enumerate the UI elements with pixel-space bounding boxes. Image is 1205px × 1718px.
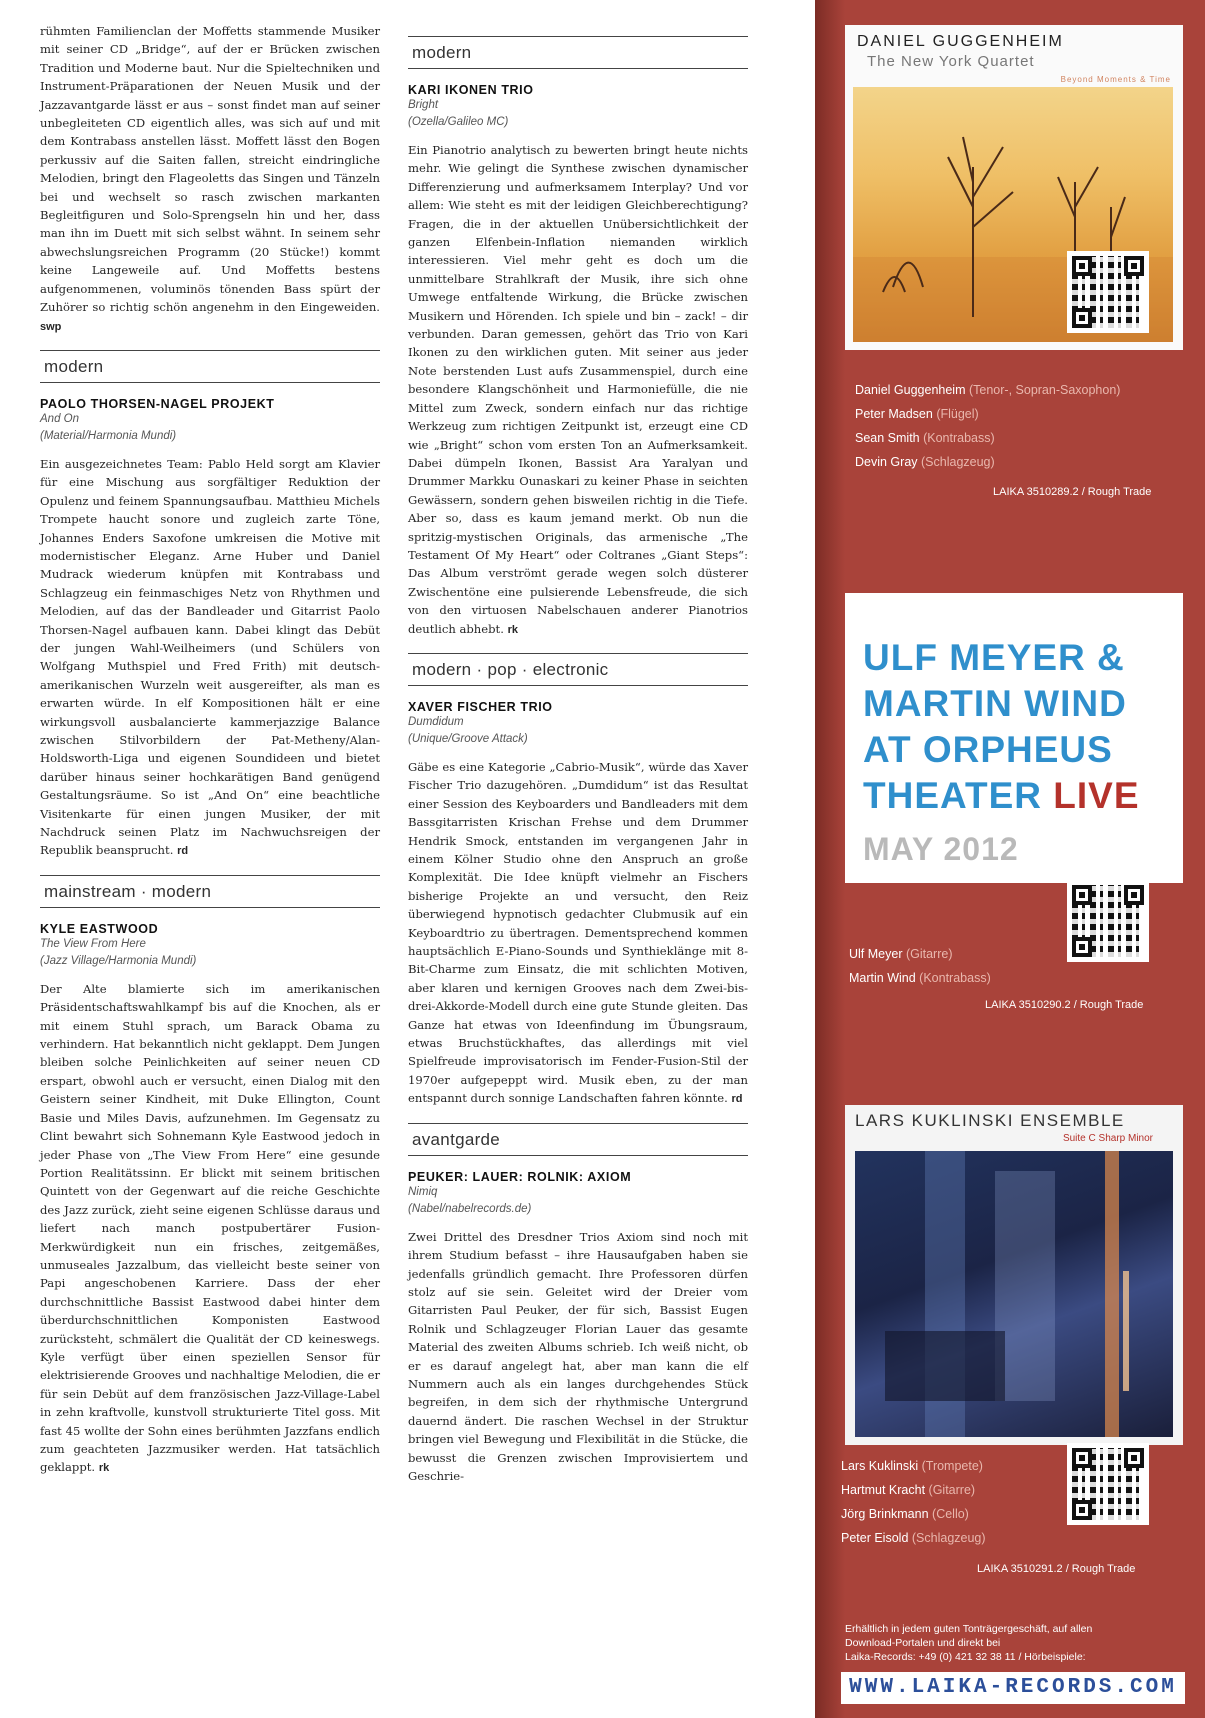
review-signature: rd xyxy=(177,845,189,858)
qr-code-album2[interactable] xyxy=(1067,880,1149,962)
musician-instrument: (Kontrabass) xyxy=(919,971,991,985)
ad-footer-text xyxy=(845,1622,1175,1664)
section-label: modern xyxy=(40,351,380,383)
review-label: (Unique/Groove Attack) xyxy=(408,732,528,745)
musician-instrument: (Tenor-, Sopran-Saxophon) xyxy=(968,383,1121,397)
cover-date: MAY 2012 xyxy=(863,831,1019,867)
cover-line: ULF MEYER & xyxy=(863,637,1125,678)
lineup-album1 xyxy=(855,378,1120,474)
musician-instrument: (Flügel) xyxy=(936,407,979,421)
musician-name: Hartmut Kracht xyxy=(841,1483,926,1497)
musician-instrument: (Trompete) xyxy=(921,1459,983,1473)
review-body: Zwei Drittel des Dresdner Trios Axiom sind noch mit ihrem Studium befasst – ihre Hausaufgaben haben sie jedenfalls gründlich gemacht. Ihre Professoren dürfen stolz auf sie sein. Geleitet wird der Dreier vom Gitarristen Paul Peuker, der für sich, Bassist Eugen Rolnik und Schlagzeuger Florian Lauer das gesamte Material des zweiten Albums schrieb. Ich weiß nicht, ob er es darauf angelegt hat, aber man kann die elf Nummern auch als ein langes durchgehendes Stück begreifen, in dem sich der rhythmische Untergrund dauernd ändert. Die raschen Wechsel in der Struktur bringen viel Bewegung und Flexibilität in die Stücke, die bewusst die Grenzen zwischen Improvisiertem und Geschrie- xyxy=(408,1229,748,1483)
cover-title: Suite C Sharp Minor xyxy=(1062,1133,1153,1144)
intro-body: rühmten Familienclan der Moffetts stammende Musiker mit seiner CD „Bridge“, auf der er Brücken zwischen Tradition und Moderne baut. Nur die Spieltechniken und Instrument-Präparationen der Neuen Musik und der Jazzavantgarde lässt er aus – sonst findet man auf seiner unbegleiteten CD eigentlich alles, was sich auf und mit dem Kontrabass anstellen lässt. Moffett lässt den Bogen perkussiv auf die Saiten fallen, streicht eindringliche Melodien, bringt den Flageoletts das Singen und Tänzeln bei und wechselt so rasch zwischen markanten Begleitfiguren und Solo-Sprengseln hin und her, dass man ihn im Duett mit sich selbst wähnt. In seinem sehr abwechslungsreichen Programm (20 Stücke!) kommt keine Langeweile auf. Und Moffetts bestens aufgenommenen, voluminös tönenden Bass spürt der Zuhörer so richtig schön angenehm in den Eingeweiden. xyxy=(40,24,380,315)
review-body: Ein ausgezeichnetes Team: Pablo Held sorgt am Klavier für eine Mischung aus sorgfältiger Reduktion der Opulenz und feinem Spannungsaufbau. Matthieu Michels Trompete haucht sonore und zugleich zarte Töne, Johannes Enders Saxofone umkreisen die Motive mit modernistischer Eleganz. Arne Huber und Daniel Mudrack wiederum knüpfen mit Kontrabass und Schlagzeug ein feinmaschiges Netz von Rhythmen und Melodien, auf das der Bandleader und Gitarrist Paolo Thorsen-Nagel aufbauen kann. Dabei klingt das Debüt der jungen Wahl-Weilheimers (und Schülers von Wolfgang Muthspiel und Fred Frith) mit deutsch-amerikanischen Wurzeln weit ausgereifter, als man es erwarten würde. In elf Kompositionen hält er eine wirkungsvoll ausbalancierte kammerjazzige Balance zwischen Stilvorbildern der Pat-Metheny/Alan-Holdsworth-Liga und eigenen Soundideen und bietet darüber hinaus seiner hochkarätigen Band genügend Gestaltungsräume. So ist „And On“ eine beachtliche Visitenkarte für einen jungen Musiker, der mit Nachdruck seinen Platz im Nachwuchsreigen der Republik beansprucht. xyxy=(40,456,380,858)
qr-corner xyxy=(1072,885,1092,905)
review-album: Dumdidum xyxy=(408,715,464,728)
musician-name: Peter Eisold xyxy=(841,1531,909,1545)
qr-code-album3[interactable] xyxy=(1067,1443,1149,1525)
cover-line-theater-text: THEATER xyxy=(863,775,1042,816)
lineup-row xyxy=(849,966,991,990)
review-signature: rd xyxy=(731,1093,743,1106)
review-body: Gäbe es eine Kategorie „Cabrio-Musik“, würde das Xaver Fischer Trio dazugehören. „Dumdidum“ ist das Resultat einer Session des Keyboarders und Bandleaders mit dem Bassgitarristen Krischan Frehse und dem Drummer Hendrik Smock, entstanden im vergangenen Jahr in einem Kölner Studio ohne den Anspruch an große Komplexität. Die Idee knüpft vielmehr an Fischers bisherige Projekte an und versucht, den Reiz überwiegend hypnotisch gedachter Clubmusik auf ein Keyboardtrio zu übertragen. Dementsprechend kommen hauptsächlich E-Piano-Sounds und Synthieklänge mit 8-Bit-Charme zum Einsatz, die mit schlichten Motiven, aber klaren und kernigen Grooves nach dem Zwei-bis-drei-Akkorde-Modell durch eine gute Stunde gleiten. Das Ganze hat etwas von Ideenfindung im Übungsraum, etwas Bruchstückhaftes, das allerdings mit viel Spielfreude improvisatorisch im Fender-Fusion-Stil der 1970er aufgepeppt wird. Musik eben, zu der man entspannt durch sonnige Landschaften fahren könnte. xyxy=(408,759,748,1106)
review-signature: rk xyxy=(507,623,518,636)
lineup-album3 xyxy=(841,1454,986,1550)
qr-pattern xyxy=(1072,256,1144,328)
album-cover-kuklinski[interactable] xyxy=(845,1105,1183,1445)
section-label: modern · pop · electronic xyxy=(408,654,748,686)
qr-pattern xyxy=(1072,885,1144,957)
album-cover-meyer-wind[interactable] xyxy=(845,593,1183,883)
musician-instrument: (Gitarre) xyxy=(905,947,953,961)
qr-code-album1[interactable] xyxy=(1067,251,1149,333)
lineup-row xyxy=(841,1454,986,1478)
intro-text xyxy=(40,22,380,336)
column-left xyxy=(40,22,380,1478)
column-middle xyxy=(408,36,748,1485)
lineup-row xyxy=(855,426,1120,450)
cover-artist: DANIEL GUGGENHEIM xyxy=(857,33,1064,50)
catalog-number-album3: LAIKA 3510291.2 / Rough Trade xyxy=(977,1563,1136,1575)
review-eastwood xyxy=(40,875,380,1478)
cover-title: The New York Quartet xyxy=(867,53,1035,70)
review-label: (Jazz Village/Harmonia Mundi) xyxy=(40,954,197,967)
review-body: Ein Pianotrio analytisch zu bewerten bringt heute nichts mehr. Wie gelingt die Synthese zwischen dynamischer Differenzierung und aufmerksamem Interplay? Und vor allem: Wie steht es mit der leidigen Gleichberechtigung? Fragen, die in der aktuellen Unübersichtlichkeit der ganzen Elfenbein-Inflation niemanden wirklich interessieren. Viel mehr geht es doch um die unmittelbare Strahlkraft der Musik, ihre sich ohne Umwege entfaltende Wirkung, die Brücke zwischen Musikern und Hörenden. Ich spiele und bin – zack! – dir verbunden. Daran gemessen, gehört das Trio von Kari Ikonen zu den wirklichen guten. Mit seiner aus jeder Note berstenden Lust aufs Zusammenspiel, durch eine besondere Klangschönheit und Harmoniefülle, die nie Mittel zum Zweck, sondern einfach nur das richtige Werkzeug zum richtigen Zeitpunkt ist, erzeugt eine CD wie „Bright“ schon vom ersten Ton an Aufmerksamkeit. Dabei dümpeln Ikonen, Bassist Ara Yaralyan und Drummer Markku Ounaskari zu keiner Phase in seichten Gewässern, sondern gehen bisweilen richtig in die Tiefe. Aber so, dass es kaum jemand merkt. Ob nun die spritzig-mystischen Originals, das armenische „The Testament Of My Heart“ oder Coltranes „Giant Steps“: Das Album verströmt gerade wegen solch düsterer Zwischentöne eine pulsierende Lebensfreude, die sich von den virtuosen Nabelschauen anderer Pianotrios deutlich abhebt. xyxy=(408,143,748,636)
review-text xyxy=(40,980,380,1478)
review-signature: rk xyxy=(98,1462,110,1475)
qr-corner xyxy=(1072,937,1092,957)
review-text xyxy=(408,758,748,1109)
catalog-number-album2: LAIKA 3510290.2 / Rough Trade xyxy=(985,999,1144,1011)
review-album: And On xyxy=(40,412,79,425)
catalog-number-album1: LAIKA 3510289.2 / Rough Trade xyxy=(993,486,1152,498)
review-text xyxy=(408,1228,748,1486)
lineup-row xyxy=(841,1502,986,1526)
musician-name: Peter Madsen xyxy=(855,407,933,421)
qr-corner xyxy=(1124,256,1144,276)
qr-corner xyxy=(1124,885,1144,905)
musician-instrument: (Kontrabass) xyxy=(923,431,995,445)
review-title: PAOLO THORSEN-NAGEL PROJEKT xyxy=(40,396,275,411)
review-label: (Material/Harmonia Mundi) xyxy=(40,429,177,442)
musician-name: Devin Gray xyxy=(855,455,918,469)
musician-name: Lars Kuklinski xyxy=(841,1459,919,1473)
qr-corner xyxy=(1072,256,1092,276)
footer-line: Download-Portalen und direkt bei xyxy=(845,1637,1001,1649)
cover-line-theater xyxy=(863,775,1140,817)
qr-corner xyxy=(1072,308,1092,328)
review-title: PEUKER: LAUER: ROLNIK: AXIOM xyxy=(408,1169,632,1184)
musician-name: Sean Smith xyxy=(855,431,920,445)
review-text xyxy=(40,455,380,861)
lineup-row xyxy=(849,942,991,966)
abstract-illustration xyxy=(855,1151,1173,1437)
laika-records-ad xyxy=(815,0,1205,1718)
intro-signature: swp xyxy=(40,320,62,333)
cover-line: MARTIN WIND xyxy=(863,683,1127,724)
section-label: mainstream · modern xyxy=(40,876,380,908)
review-album: The View From Here xyxy=(40,937,146,950)
review-text xyxy=(408,141,748,639)
cover-live: LIVE xyxy=(1053,775,1140,816)
musician-instrument: (Gitarre) xyxy=(928,1483,976,1497)
lineup-row xyxy=(841,1478,986,1502)
qr-corner xyxy=(1072,1448,1092,1468)
review-label: (Ozella/Galileo MC) xyxy=(408,116,509,128)
musician-name: Jörg Brinkmann xyxy=(841,1507,929,1521)
lineup-album2 xyxy=(849,942,991,990)
musician-instrument: (Schlagzeug) xyxy=(921,455,995,469)
cover-abstract xyxy=(855,1151,1173,1437)
review-axiom xyxy=(408,1123,748,1486)
review-album: Bright xyxy=(408,99,439,111)
musician-name: Ulf Meyer xyxy=(849,947,903,961)
musician-name: Daniel Guggenheim xyxy=(855,383,966,397)
review-title: KARI IKONEN TRIO xyxy=(408,83,534,97)
laika-website-link[interactable]: WWW.LAIKA-RECORDS.COM xyxy=(841,1672,1185,1704)
review-album: Nimiq xyxy=(408,1185,438,1198)
review-title: XAVER FISCHER TRIO xyxy=(408,699,553,714)
section-label: modern xyxy=(408,37,748,69)
section-label: avantgarde xyxy=(408,1124,748,1156)
cover-subtitle: Beyond Moments & Time xyxy=(1060,75,1171,84)
review-ikonen xyxy=(408,36,748,639)
review-body: Der Alte blamierte sich im amerikanischen Präsidentschaftswahlkampf bis auf die Knochen, als er mit einem Stuhl sprach, um Barack Obama zu verhindern. Hat bekanntlich nicht geklappt. Dem Jungen bleiben solche Peinlichkeiten auf seiner neuen CD erspart, obwohl auch er versucht, einen Dialog mit den Geistern seiner Kindheit, mit Duke Ellington, Count Basie und Miles Davis, aufzunehmen. Im Gegensatz zu Clint bewahrt sich Sohnemann Kyle Eastwood jedoch in jeder Phase von „The View From Here“ eine gesunde Portion Realitätssinn. Er blickt mit seinem britischen Quintett von der Gegenwart auf die reiche Geschichte des Jazz zurück, zieht seine eigenen Schlüsse daraus und liefert nach manch postpubertärer Fusion-Merkwürdigkeit nun ein frisches, zeitgemäßes, unmuseales Jazzalbum, das vielleicht beste seiner von Papi angeschobenen Karriere. Dass der eher durchschnittliche Bassist Eastwood dabei hinter dem überdurchschnittlichen Komponisten Eastwood zurücksteht, schmälert die Qualität der CD keineswegs. Kyle verfügt über einen speziellen Sensor für elektrisierende Grooves und nachhaltige Melodien, die er für sein Debüt auf dem französischen Jazz-Village-Label in zehn kraftvolle, kunstvoll strukturierte Titel goss. Mit fast 45 wollte der Sohn eines berühmten Jazzfans endlich zum geachteten Jazzmusiker werden. Hat tatsächlich geklappt. xyxy=(40,981,380,1475)
qr-corner xyxy=(1124,1448,1144,1468)
cover-artist: LARS KUKLINSKI ENSEMBLE xyxy=(855,1111,1125,1130)
lineup-row xyxy=(855,402,1120,426)
qr-pattern xyxy=(1072,1448,1144,1520)
footer-line: Erhältlich in jedem guten Tonträgergeschäft, auf allen xyxy=(845,1623,1093,1635)
review-fischer xyxy=(408,653,748,1109)
musician-name: Martin Wind xyxy=(849,971,916,985)
footer-line: Laika-Records: +49 (0) 421 32 38 11 / Hörbeispiele: xyxy=(845,1651,1086,1663)
review-thorsen-nagel xyxy=(40,350,380,861)
review-title: KYLE EASTWOOD xyxy=(40,921,159,936)
lineup-row xyxy=(855,378,1120,402)
lineup-row xyxy=(855,450,1120,474)
review-label: (Nabel/nabelrecords.de) xyxy=(408,1202,532,1215)
lineup-row xyxy=(841,1526,986,1550)
qr-corner xyxy=(1072,1500,1092,1520)
musician-instrument: (Schlagzeug) xyxy=(911,1531,986,1545)
musician-instrument: (Cello) xyxy=(932,1507,969,1521)
cover-line: AT ORPHEUS xyxy=(863,729,1113,770)
